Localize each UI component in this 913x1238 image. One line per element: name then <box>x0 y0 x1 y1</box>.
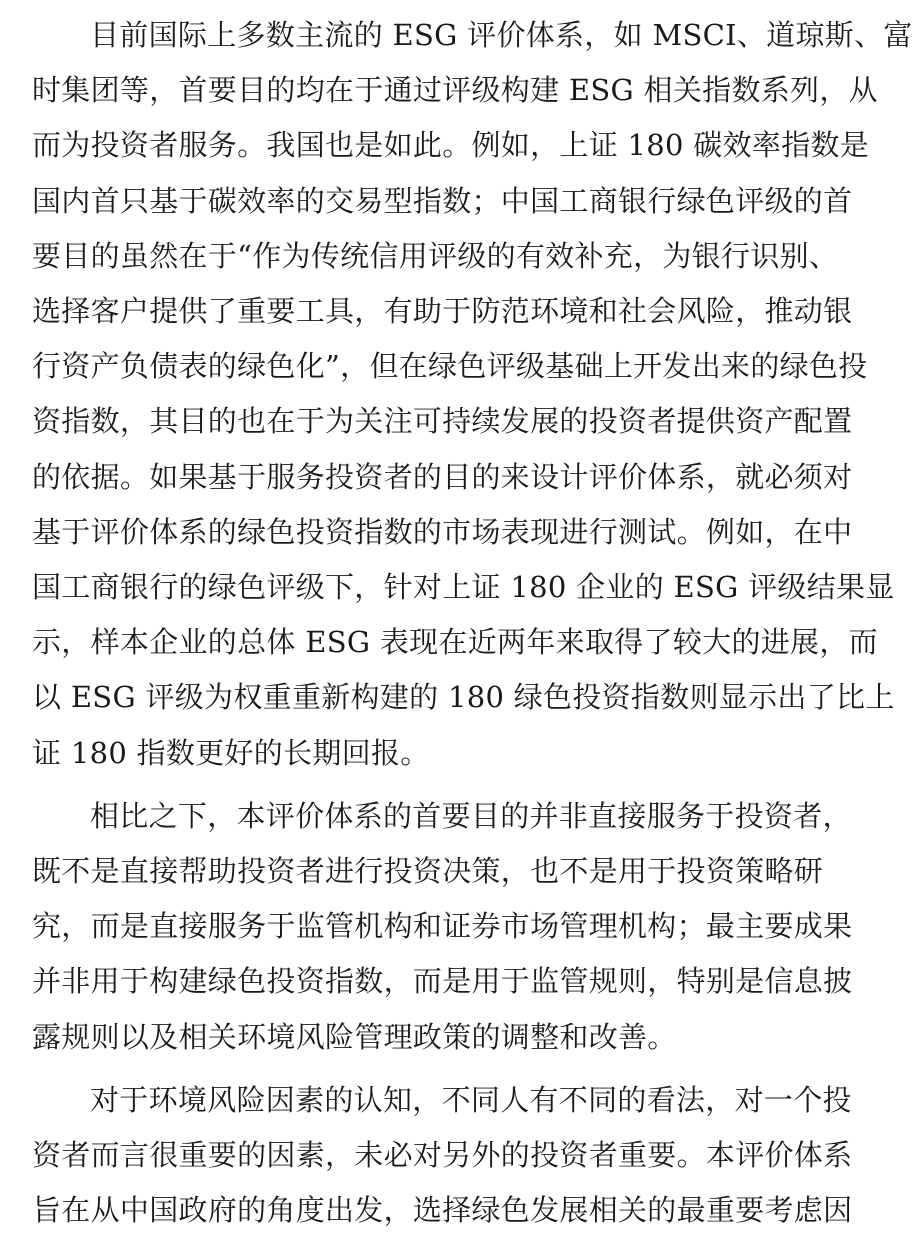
text-line: 选择客户提供了重要工具，有助于防范环境和社会风险，推动银 <box>32 294 853 329</box>
text-line: 以 ESG 评级为权重重新构建的 180 绿色投资指数则显示出了比上 <box>32 680 895 715</box>
text-line: 基于评价体系的绿色投资指数的市场表现进行测试。例如，在中 <box>32 514 853 549</box>
text-line: 相比之下，本评价体系的首要目的并非直接服务于投资者， <box>90 798 852 833</box>
text-line: 国内首只基于碳效率的交易型指数；中国工商银行绿色评级的首 <box>32 183 853 218</box>
text-line: 证 180 指数更好的长期回报。 <box>32 735 430 770</box>
text-line: 目前国际上多数主流的 ESG 评价体系，如 MSCI、道琼斯、富 <box>90 18 913 52</box>
text-line: 时集团等，首要目的均在于通过评级构建 ESG 相关指数系列，从 <box>32 73 878 108</box>
text-line: 示，样本企业的总体 ESG 表现在近两年来取得了较大的进展，而 <box>32 625 878 660</box>
text-line: 对于环境风险因素的认知，不同人有不同的看法，对一个投 <box>90 1082 852 1117</box>
text-line: 既不是直接帮助投资者进行投资决策，也不是用于投资策略研 <box>32 854 824 889</box>
text-line: 国工商银行的绿色评级下，针对上证 180 企业的 ESG 评级结果显 <box>32 570 895 605</box>
text-line: 旨在从中国政府的角度出发，选择绿色发展相关的最重要考虑因 <box>32 1193 853 1228</box>
text-line: 资指数，其目的也在于为关注可持续发展的投资者提供资产配置 <box>32 404 853 439</box>
text-line: 并非用于构建绿色投资指数，而是用于监管规则，特别是信息披 <box>32 964 853 999</box>
text-line: 的依据。如果基于服务投资者的目的来设计评价体系，就必须对 <box>32 459 853 494</box>
text-line: 要目的虽然在于“作为传统信用评级的有效补充，为银行识别、 <box>32 238 839 273</box>
text-line: 行资产负债表的绿色化”，但在绿色评级基础上开发出来的绿色投 <box>32 349 868 384</box>
text-line: 究，而是直接服务于监管机构和证券市场管理机构；最主要成果 <box>32 909 853 944</box>
text-line: 资者而言很重要的因素，未必对另外的投资者重要。本评价体系 <box>32 1138 853 1173</box>
text-line: 露规则以及相关环境风险管理政策的调整和改善。 <box>32 1019 677 1054</box>
text-line: 而为投资者服务。我国也是如此。例如，上证 180 碳效率指数是 <box>32 128 870 163</box>
paragraph-3 <box>32 1073 853 1238</box>
paragraph-1 <box>32 8 913 781</box>
paragraph-2 <box>32 789 853 1065</box>
